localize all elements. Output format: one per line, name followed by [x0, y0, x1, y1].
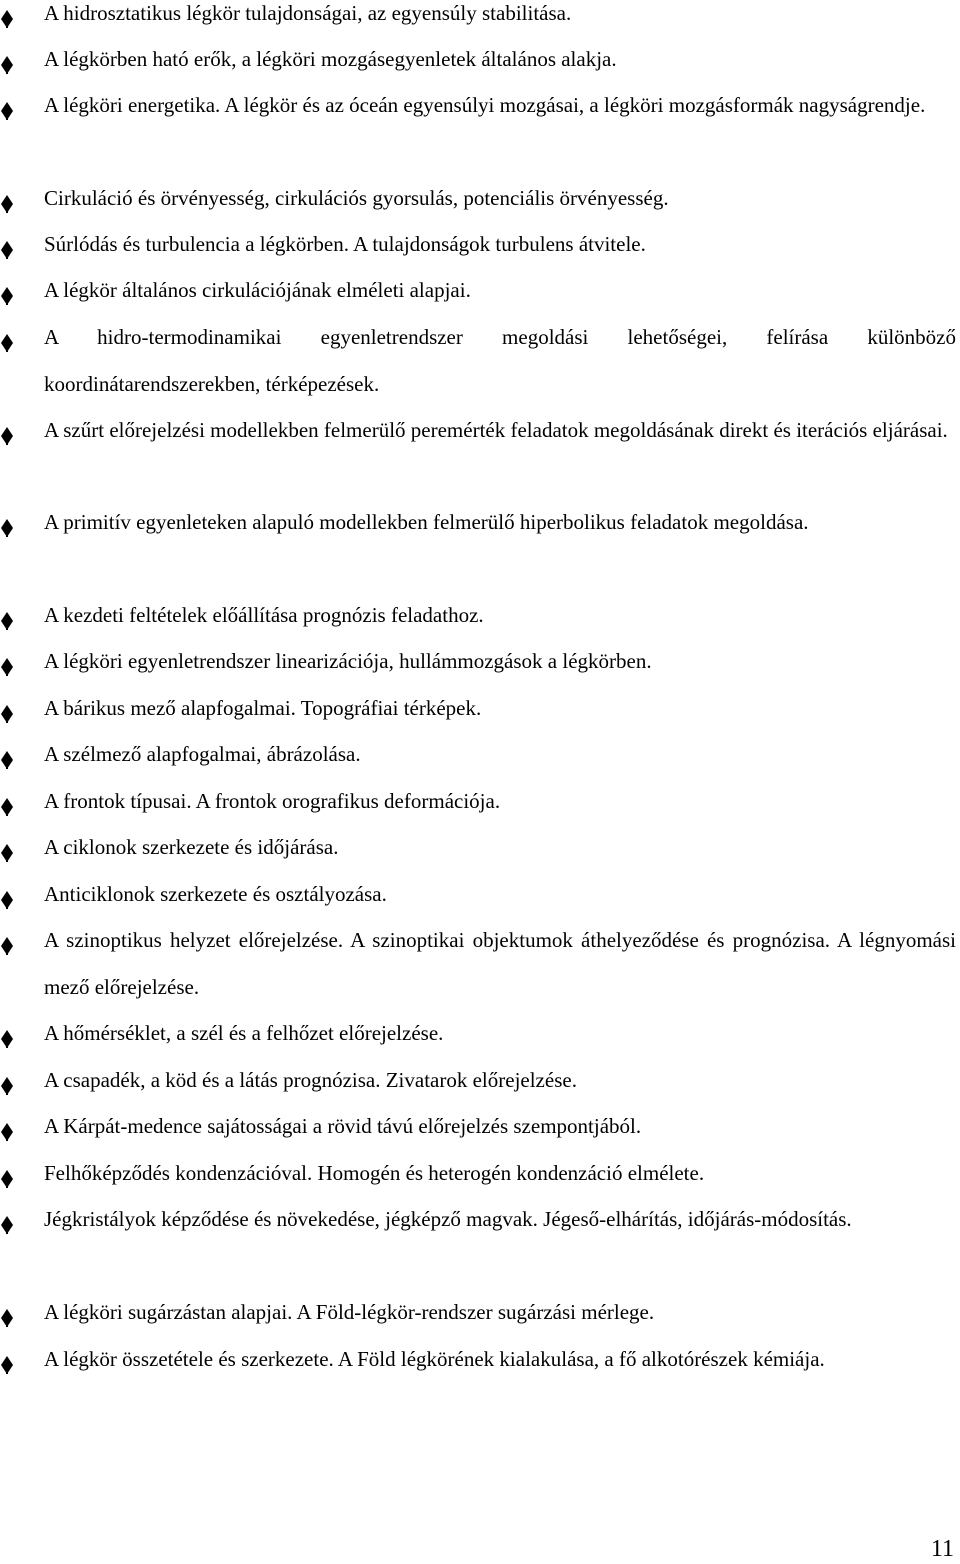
diamond-bullet-icon: [1, 56, 13, 74]
list-item-text: A hidrosztatikus légkör tulajdonságai, az egyensúly stabilitása.: [44, 1, 572, 25]
diamond-bullet-icon: [1, 798, 13, 816]
list-item-text: Jégkristályok képződése és növekedése, jégképző magvak. Jégeső-elhárítás, időjárás-módosítás.: [44, 1207, 852, 1231]
list-item-text: A légkör általános cirkulációjának elméleti alapjai.: [44, 278, 471, 302]
diamond-bullet-icon: [1, 1123, 13, 1141]
list-item-text: A légkörben ható erők, a légköri mozgásegyenletek általános alakja.: [44, 47, 617, 71]
list-item-text: A szinoptikus helyzet előrejelzése. A szinoptikai objektumok áthelyeződése és prognózisa. A légnyomási mező előrejelzése.: [44, 928, 956, 999]
list-item-text: A frontok típusai. A frontok orografikus deformációja.: [44, 789, 501, 813]
page-number: 11: [930, 1536, 954, 1562]
list-item-text: A légköri energetika. A légkör és az óceán egyensúlyi mozgásai, a légköri mozgásformák nagyságrendje.: [44, 93, 926, 117]
diamond-bullet-icon: [1, 1170, 13, 1188]
diamond-bullet-icon: [1, 891, 13, 909]
diamond-bullet-icon: [1, 10, 13, 28]
diamond-bullet-icon: [1, 334, 13, 352]
diamond-bullet-icon: [1, 1356, 13, 1374]
list-item-text: A szűrt előrejelzési modellekben felmerülő peremérték feladatok megoldásának direkt és iterációs eljárásai.: [44, 418, 948, 442]
list-item-text: A légkör összetétele és szerkezete. A Föld légkörének kialakulása, a fő alkotórészek kémiája.: [44, 1347, 825, 1371]
diamond-bullet-icon: [1, 844, 13, 862]
diamond-bullet-icon: [1, 287, 13, 305]
diamond-bullet-icon: [1, 1216, 13, 1234]
list-item-text: A csapadék, a köd és a látás prognózisa. Zivatarok előrejelzése.: [44, 1068, 577, 1092]
diamond-bullet-icon: [1, 102, 13, 120]
list-item-text: A primitív egyenleteken alapuló modellekben felmerülő hiperbolikus feladatok megoldása.: [44, 510, 809, 534]
diamond-bullet-icon: [1, 241, 13, 259]
list-item-text: A légköri sugárzástan alapjai. A Föld-légkör-rendszer sugárzási mérlege.: [44, 1300, 655, 1324]
list-item-text: A szélmező alapfogalmai, ábrázolása.: [44, 742, 361, 766]
diamond-bullet-icon: [1, 427, 13, 445]
diamond-bullet-icon: [1, 1030, 13, 1048]
list-item-text: Anticiklonok szerkezete és osztályozása.: [44, 882, 387, 906]
diamond-bullet-icon: [1, 1309, 13, 1327]
diamond-bullet-icon: [1, 937, 13, 955]
list-item-text: A kezdeti feltételek előállítása prognózis feladathoz.: [44, 603, 484, 627]
diamond-bullet-icon: [1, 519, 13, 537]
diamond-bullet-icon: [1, 658, 13, 676]
list-item-text: A Kárpát-medence sajátosságai a rövid távú előrejelzés szempontjából.: [44, 1114, 642, 1138]
list-item-text: Súrlódás és turbulencia a légkörben. A tulajdonságok turbulens átvitele.: [44, 232, 646, 256]
diamond-bullet-icon: [1, 751, 13, 769]
list-item-text: Felhőképződés kondenzációval. Homogén és heterogén kondenzáció elmélete.: [44, 1161, 705, 1185]
diamond-bullet-icon: [1, 612, 13, 630]
diamond-bullet-icon: [1, 195, 13, 213]
list-item-text: A hőmérséklet, a szél és a felhőzet előrejelzése.: [44, 1021, 444, 1045]
list-item-text: A légköri egyenletrendszer linearizációja, hullámmozgások a légkörben.: [44, 649, 652, 673]
list-item-text: A bárikus mező alapfogalmai. Topográfiai térképek.: [44, 696, 482, 720]
list-item-text: A hidro-termodinamikai egyenletrendszer megoldási lehetőségei, felírása különböző koordinátarendszerekben, térképezések.: [44, 325, 956, 396]
list-item-text: A ciklonok szerkezete és időjárása.: [44, 835, 339, 859]
list-item-text: Cirkuláció és örvényesség, cirkulációs gyorsulás, potenciális örvényesség.: [44, 186, 669, 210]
diamond-bullet-icon: [1, 1077, 13, 1095]
diamond-bullet-icon: [1, 705, 13, 723]
